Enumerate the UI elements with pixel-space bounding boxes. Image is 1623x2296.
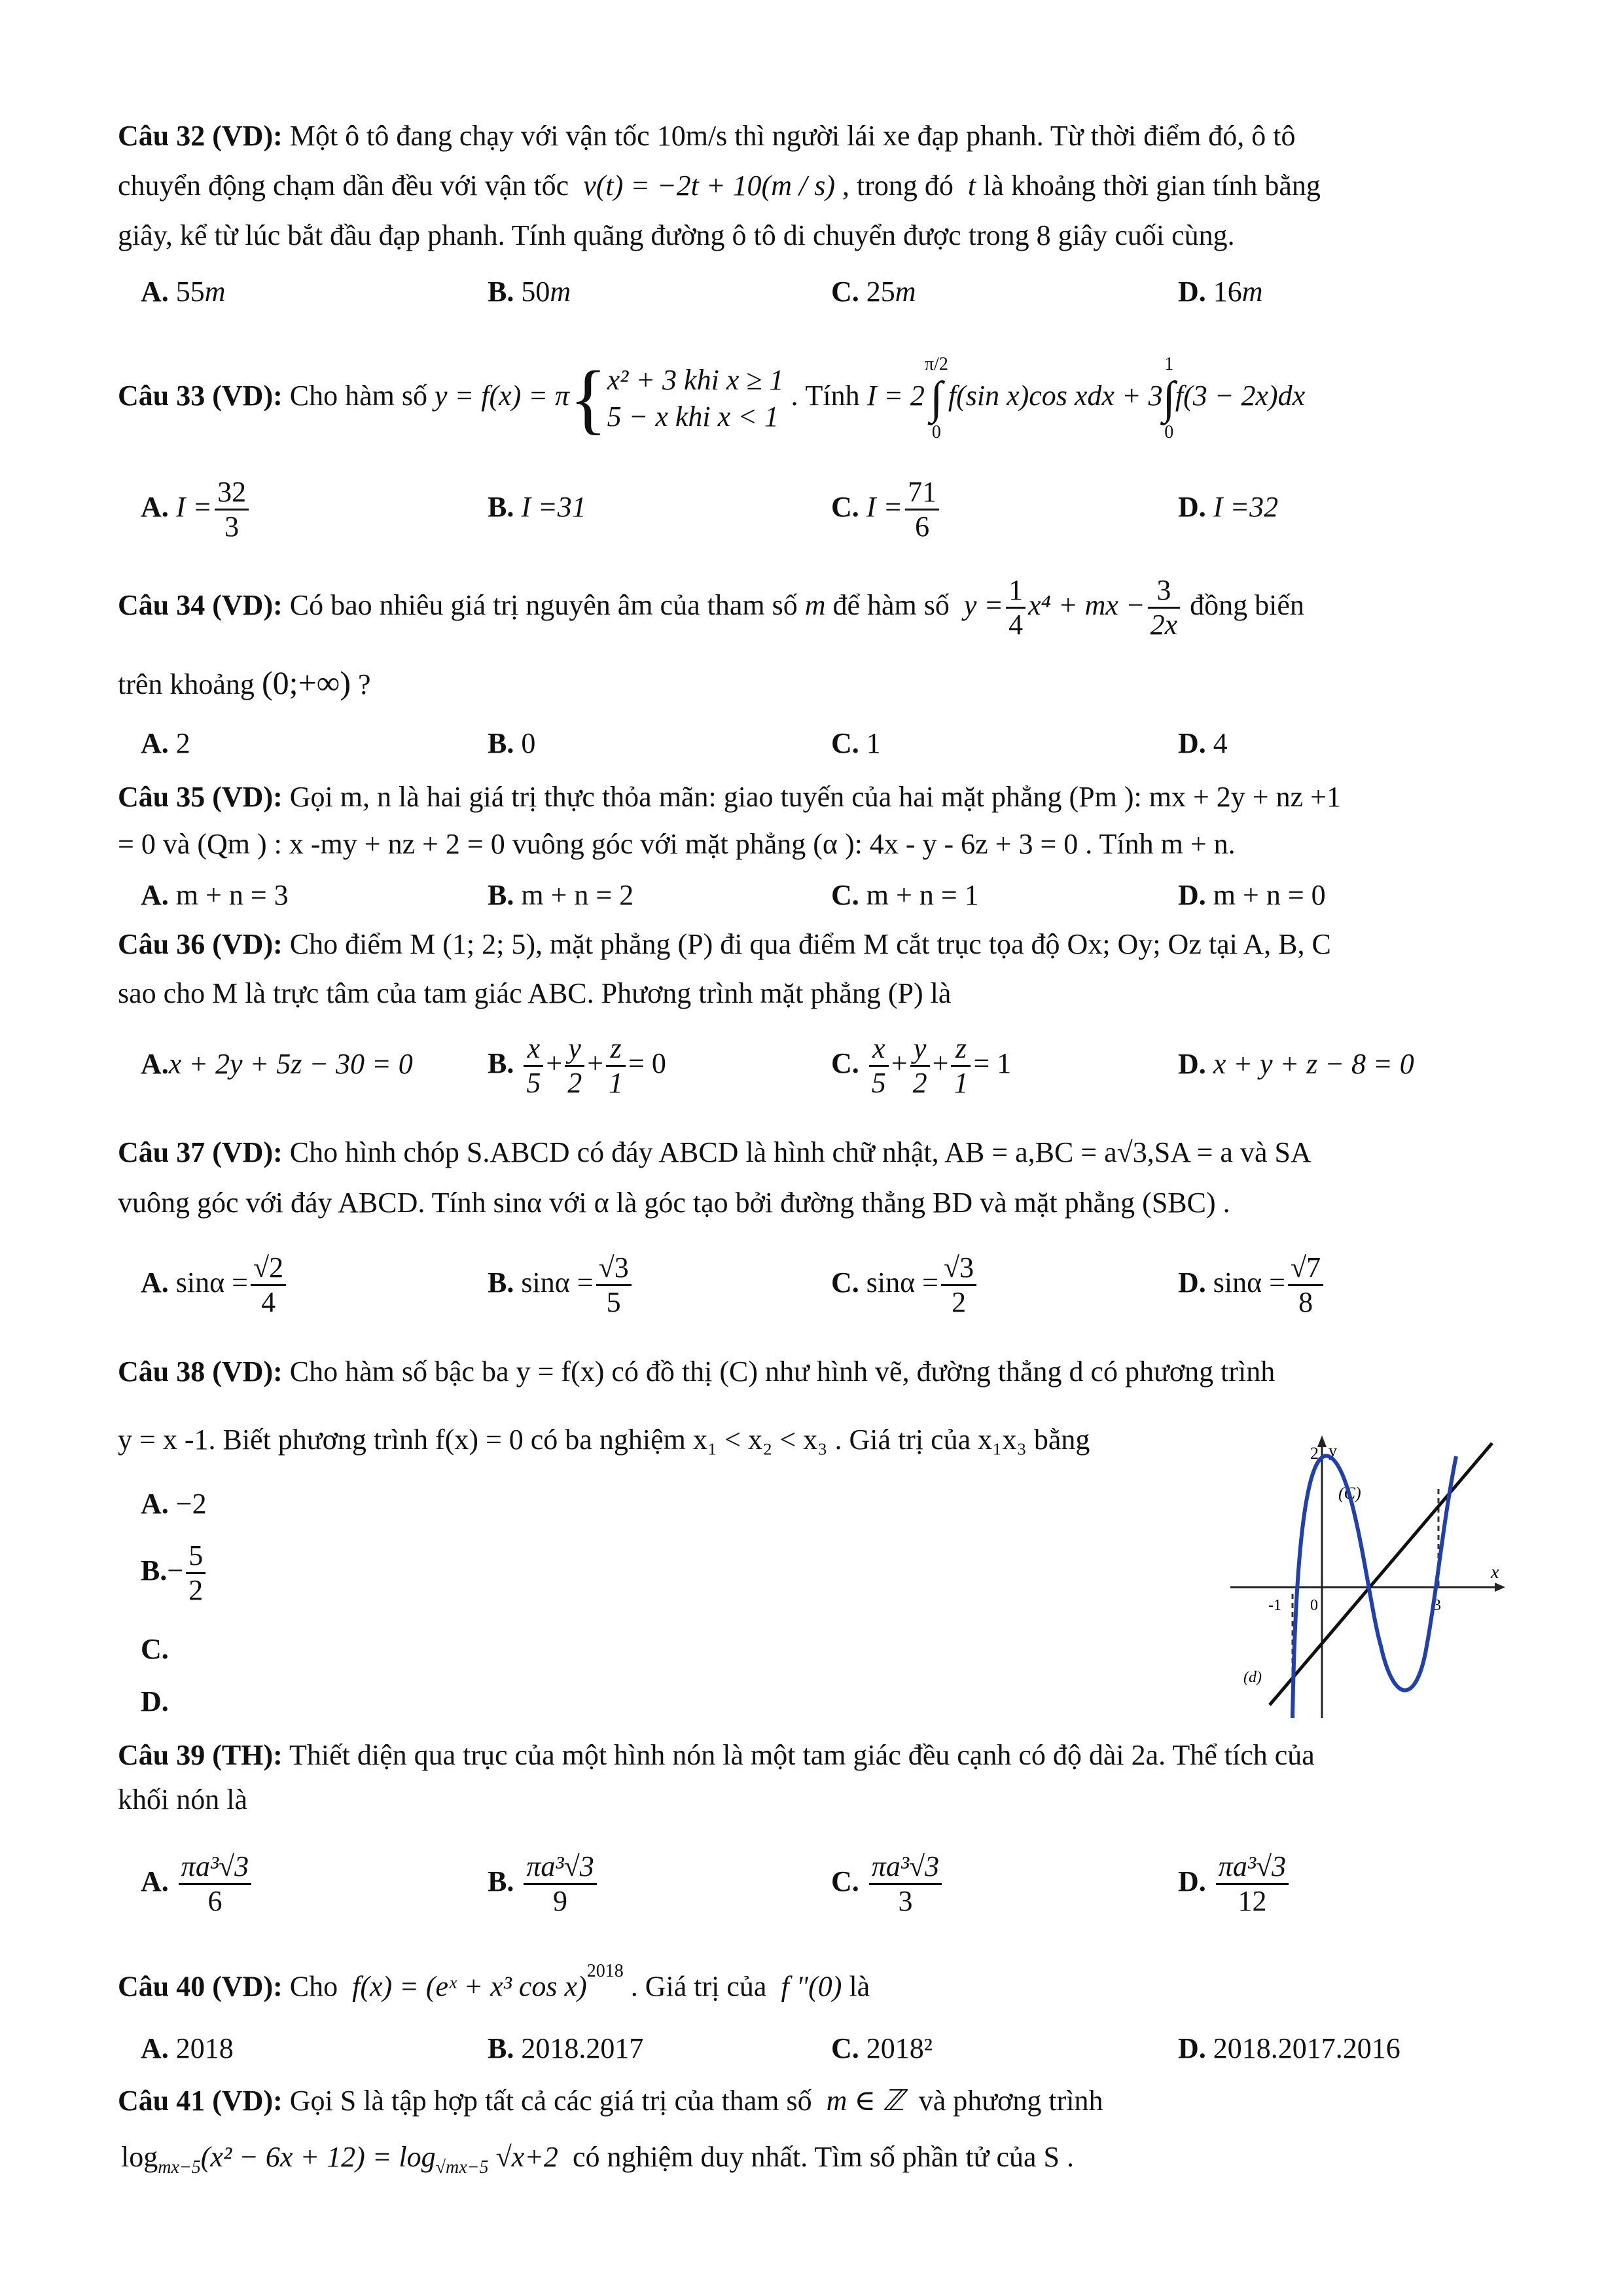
option-value: x + 2y + 5z − 30 = 0	[168, 1048, 413, 1080]
q32-text1: Một ô tô đang chạy với vận tốc 10m/s thì người lái xe đạp phanh. Từ thời điểm đó, ô tô	[289, 120, 1296, 152]
option-value: 2	[175, 727, 190, 759]
q33-integral2-lower: 0	[1164, 422, 1174, 442]
q41-log1-base: mx−5	[158, 2157, 201, 2178]
q34-formula-mid: x⁴ + mx −	[1028, 589, 1145, 621]
fraction-numerator: z	[951, 1032, 971, 1067]
option-prefix: sinα =	[175, 1266, 248, 1299]
option-value: 1	[866, 727, 881, 759]
option-letter: C.	[831, 879, 859, 911]
q38-option-d[interactable]	[141, 1683, 169, 1720]
option-prefix: sinα =	[866, 1266, 938, 1299]
q34-option-b[interactable]	[488, 725, 535, 762]
q37-text1: Cho hình chóp S.ABCD có đáy ABCD là hình chữ nhật, AB = a,BC = a√3,SA = a và SA	[289, 1136, 1311, 1168]
q34-label: Câu 34 (VD):	[118, 589, 283, 621]
q36-option-d[interactable]	[1178, 1046, 1414, 1083]
q39-option-b[interactable]	[488, 1846, 599, 1918]
option-tail: = 1	[973, 1047, 1012, 1079]
q32-option-d[interactable]	[1178, 274, 1263, 310]
q41-line2	[121, 2139, 1074, 2186]
q41-log2-arg: √x+2	[495, 2141, 558, 2173]
q37-option-d[interactable]	[1178, 1247, 1326, 1319]
fraction-y	[910, 1032, 930, 1100]
q34-interval: (0;+∞)	[261, 664, 351, 701]
fraction-denominator: 2	[952, 1286, 967, 1319]
q34-line2	[118, 664, 371, 703]
q34-option-c[interactable]	[831, 725, 881, 762]
option-letter: A.	[141, 879, 169, 911]
q34-fraction2	[1148, 574, 1181, 641]
q34-text1b: để hàm số	[832, 589, 950, 621]
q33-case2: 5 − x khi x < 1	[607, 401, 779, 433]
q33-function: y = f(x) = π	[435, 380, 570, 412]
q34-m: m	[804, 589, 826, 621]
option-letter: A.	[141, 727, 169, 759]
q41-text1a: Gọi S là tập hợp tất cả các giá trị của tham số	[289, 2085, 812, 2117]
q36-option-c[interactable]: C. $\frac{x}{5}$ + $\frac{y}{2}$ + $\frac{z}{1}$ = 1	[831, 1032, 1012, 1100]
fraction-numerator: 5	[186, 1539, 205, 1574]
option-value: m + n = 3	[175, 879, 289, 911]
q33-integral1-lower: 0	[931, 422, 941, 442]
graph-tick-2: 2	[1310, 1444, 1319, 1463]
option-letter: D.	[1178, 879, 1206, 911]
q38-label: Câu 38 (VD):	[118, 1355, 283, 1388]
option-letter: D.	[141, 1685, 169, 1717]
q41-label: Câu 41 (VD):	[118, 2085, 283, 2117]
q33-option-d[interactable]	[1178, 489, 1278, 526]
fraction-numerator: 3	[1148, 574, 1181, 609]
graph-line-label: (d)	[1243, 1669, 1262, 1686]
q33-integral2-upper: 1	[1164, 354, 1174, 374]
option-fraction	[179, 1850, 251, 1918]
q33-integral1-upper: π/2	[924, 354, 948, 374]
q33-case1: x² + 3 khi x ≥ 1	[607, 364, 784, 396]
q34-line1	[118, 569, 1304, 641]
option-fraction	[1216, 1850, 1289, 1918]
q39-text1: Thiết diện qua trục của một hình nón là một tam giác đều cạnh có độ dài 2a. Thể tích của	[289, 1739, 1315, 1771]
q33-integral-prefix: I = 2	[866, 380, 925, 412]
q40-option-b[interactable]	[488, 2030, 643, 2067]
q35-option-d[interactable]	[1178, 877, 1326, 914]
fraction-numerator: πa³√3	[524, 1850, 596, 1885]
q32-option-c[interactable]	[831, 274, 916, 310]
fraction-denominator: 6	[207, 1885, 223, 1918]
option-tail: = 0	[628, 1047, 666, 1079]
q35-option-a[interactable]	[141, 877, 289, 914]
q40-option-c[interactable]	[831, 2030, 933, 2067]
q36-text1: Cho điểm M (1; 2; 5), mặt phẳng (P) đi qua điểm M cắt trục tọa độ Ox; Oy; Oz tại A, B, C	[289, 928, 1331, 960]
option-letter: C.	[831, 2032, 859, 2064]
fraction-denominator: 3	[898, 1885, 913, 1918]
option-value: 50	[521, 276, 550, 308]
q33-integral1-body: f(sin x)cos xdx + 3	[948, 380, 1163, 412]
q41-log1-arg: (x² − 6x + 12) = log	[200, 2141, 436, 2173]
fraction-denominator: 1	[609, 1067, 624, 1100]
option-fraction	[1288, 1251, 1323, 1319]
q41-m: m ∈ ℤ	[826, 2085, 904, 2117]
option-letter: B.	[488, 1865, 514, 1897]
q37-line1	[118, 1134, 1311, 1171]
option-letter: A.	[141, 276, 169, 308]
option-value: 25	[866, 276, 895, 308]
q37-option-c[interactable]	[831, 1247, 979, 1319]
option-letter: A.	[141, 1865, 169, 1897]
fraction-numerator: 1	[1006, 574, 1026, 609]
option-unit: m	[1241, 276, 1263, 308]
q34-option-d[interactable]	[1178, 725, 1228, 762]
graph-origin: 0	[1310, 1597, 1318, 1614]
q34-text2b: ?	[357, 668, 371, 700]
fraction-x	[869, 1032, 889, 1100]
fraction-denominator: 4	[261, 1286, 276, 1319]
fraction-numerator: √3	[941, 1251, 976, 1286]
fraction-z	[606, 1032, 626, 1100]
q36-option-b[interactable]: B. $\frac{x}{5}$ + $\frac{y}{2}$ + $\frac{z}{1}$ = 0	[488, 1032, 666, 1100]
fraction-numerator: y	[565, 1032, 584, 1067]
q40-formula: f(x) = (eˣ + x³ cos x)	[352, 1970, 587, 2003]
fraction-numerator: 32	[215, 476, 249, 511]
option-letter: B.	[488, 727, 514, 759]
q39-option-c[interactable]	[831, 1846, 944, 1918]
option-letter: C.	[831, 727, 859, 759]
fraction-denominator: 8	[1298, 1286, 1313, 1319]
q39-option-a[interactable]	[141, 1846, 254, 1918]
graph-tick-3: 3	[1433, 1597, 1441, 1614]
fraction-numerator: 71	[905, 476, 939, 511]
q40-line1	[118, 1962, 870, 2005]
q35-text1: Gọi m, n là hai giá trị thực thỏa mãn: giao tuyến của hai mặt phẳng (Pm ): mx + 2y + nz +1	[289, 781, 1341, 813]
q32-line3: giây, kể từ lúc bắt đầu đạp phanh. Tính quãng đường ô tô di chuyển được trong 8 giây cuối cùng.	[118, 219, 1235, 251]
graph-y-label: y	[1329, 1441, 1337, 1460]
integral-sign-icon: ∫	[930, 373, 943, 423]
q38-option-b[interactable]	[141, 1535, 208, 1607]
q35-label: Câu 35 (VD):	[118, 781, 283, 813]
q32-line2	[118, 168, 1321, 204]
option-letter: D.	[1178, 276, 1206, 308]
fraction-numerator: πa³√3	[869, 1850, 942, 1885]
option-fraction	[215, 476, 249, 543]
option-letter: A.	[141, 1488, 169, 1520]
q33-integral2	[1163, 353, 1175, 444]
q35-option-b[interactable]	[488, 877, 633, 914]
q33-option-a[interactable]	[141, 471, 251, 543]
option-fraction	[941, 1251, 976, 1319]
option-prefix: I =	[866, 491, 903, 523]
q37-option-a[interactable]	[141, 1247, 289, 1319]
q41-text1b: và phương trình	[918, 2085, 1103, 2117]
fraction-numerator: z	[606, 1032, 626, 1067]
option-value: m + n = 0	[1213, 879, 1326, 911]
fraction-denominator: 2	[567, 1067, 582, 1100]
fraction-y	[565, 1032, 584, 1100]
fraction-numerator: √7	[1288, 1251, 1323, 1286]
fraction-numerator: x	[524, 1032, 543, 1067]
option-value: −2	[175, 1488, 207, 1520]
q41-log1: log	[121, 2141, 158, 2173]
q34-text1c: đồng biến	[1190, 589, 1304, 621]
option-letter: B.	[488, 2032, 514, 2064]
option-letter: B.	[141, 1554, 168, 1587]
option-letter: C.	[141, 1633, 169, 1665]
q36-label: Câu 36 (VD):	[118, 928, 283, 960]
q39-line2: khối nón là	[118, 1784, 247, 1816]
option-letter: A.	[141, 1266, 169, 1299]
q33-integral2-body: f(3 − 2x)dx	[1175, 380, 1306, 412]
fraction-x	[524, 1032, 543, 1100]
option-letter: A.	[141, 2032, 169, 2064]
option-fraction	[869, 1850, 942, 1918]
q40-option-d[interactable]	[1178, 2030, 1400, 2067]
option-letter: B.	[488, 491, 514, 523]
option-value: 55	[175, 276, 205, 308]
y-axis-arrow-icon	[1317, 1435, 1327, 1447]
option-letter: D.	[1178, 1865, 1206, 1897]
q41-line1	[118, 2083, 1103, 2119]
option-value: I =32	[1213, 491, 1279, 523]
option-letter: D.	[1178, 727, 1206, 759]
option-value: 0	[521, 727, 536, 759]
fraction-numerator: x	[869, 1032, 889, 1067]
q40-text2: . Giá trị của	[630, 1970, 767, 2003]
q40-text3: là	[849, 1970, 870, 2003]
q33-line1	[118, 353, 1305, 452]
option-value: 4	[1213, 727, 1228, 759]
option-letter: D.	[1178, 1266, 1206, 1299]
q35-line1	[118, 779, 1341, 816]
q34-option-a[interactable]	[141, 725, 190, 762]
fraction-numerator: y	[910, 1032, 930, 1067]
fraction-denominator: 5	[871, 1067, 886, 1100]
q34-fraction1	[1006, 574, 1026, 641]
q33-text1: Cho hàm số	[289, 380, 427, 412]
option-letter: A.	[141, 491, 169, 523]
option-value: m + n = 2	[521, 879, 634, 911]
q38-text1: Cho hàm số bậc ba y = f(x) có đồ thị (C) như hình vẽ, đường thẳng d có phương trình	[289, 1355, 1275, 1388]
q37-option-b[interactable]	[488, 1247, 634, 1319]
option-value: m + n = 1	[866, 879, 979, 911]
q34-text2: trên khoảng	[118, 668, 255, 700]
option-letter: B.	[488, 1047, 514, 1079]
q35-line2: = 0 và (Qm ) : x -my + nz + 2 = 0 vuông góc với mặt phẳng (α ): 4x - y - 6z + 3 = 0 . Tính m + n.	[118, 828, 1236, 860]
q33-option-b[interactable]	[488, 489, 586, 526]
q33-cases	[607, 362, 784, 435]
fraction-denominator: 6	[915, 511, 930, 543]
q34-formula-y: y =	[963, 589, 1004, 621]
fraction-denominator: 4	[1008, 609, 1024, 641]
q37-line2: vuông góc với đáy ABCD. Tính sinα với α là góc tạo bởi đường thẳng BD và mặt phẳng (SBC) .	[118, 1187, 1230, 1219]
option-unit: m	[204, 276, 226, 308]
fraction-denominator: 2	[188, 1574, 204, 1607]
option-letter: C.	[831, 1865, 859, 1897]
option-prefix: sinα =	[521, 1266, 594, 1299]
q40-label: Câu 40 (VD):	[118, 1970, 283, 2003]
option-fraction	[186, 1539, 205, 1607]
option-letter: D.	[1178, 1048, 1206, 1080]
option-unit: m	[550, 276, 571, 308]
option-sign: −	[167, 1554, 184, 1587]
fraction-denominator: 12	[1238, 1885, 1267, 1918]
q38-line2: y = x -1. Biết phương trình f(x) = 0 có ba nghiệm x₁ < x₂ < x₃ . Giá trị của x₁x₃ bằng	[118, 1424, 1090, 1456]
option-letter: A.	[141, 1048, 169, 1080]
q38-line1	[118, 1354, 1275, 1390]
q37-label: Câu 37 (VD):	[118, 1136, 283, 1168]
q40-option-a[interactable]	[141, 2030, 234, 2067]
q32-t: t	[967, 170, 976, 202]
q32-label: Câu 32 (VD):	[118, 120, 283, 152]
q32-option-b[interactable]	[488, 274, 571, 310]
q32-text2c: là khoảng thời gian tính bằng	[983, 170, 1321, 202]
option-unit: m	[895, 276, 916, 308]
fraction-numerator: πa³√3	[179, 1850, 251, 1885]
q32-option-a[interactable]	[141, 274, 226, 310]
q38-option-c[interactable]	[141, 1631, 169, 1668]
q32-text2b: , trong đó	[842, 170, 954, 202]
fraction-numerator: √3	[596, 1251, 632, 1286]
fraction-numerator: √2	[251, 1251, 286, 1286]
option-letter: B.	[488, 1266, 514, 1299]
fraction-denominator: 2	[912, 1067, 927, 1100]
option-letter: C.	[831, 1266, 859, 1299]
graph-x-label: x	[1491, 1562, 1499, 1583]
option-fraction	[524, 1850, 596, 1918]
q33-text2: . Tính	[791, 380, 860, 412]
option-letter: D.	[1178, 491, 1206, 523]
fraction-denominator: 5	[606, 1286, 621, 1319]
q40-text1: Cho	[289, 1970, 338, 2003]
fraction-denominator: 3	[224, 511, 240, 543]
graph-tick-neg1: -1	[1268, 1597, 1281, 1614]
q32-text2a: chuyển động chạm dần đều với vận tốc	[118, 170, 569, 202]
q33-option-c[interactable]	[831, 471, 942, 543]
q39-option-d[interactable]	[1178, 1846, 1291, 1918]
option-letter: D.	[1178, 2032, 1206, 2064]
q32-line1	[118, 118, 1295, 154]
q38-graph	[1230, 1430, 1505, 1718]
option-letter: B.	[488, 879, 514, 911]
q33-label: Câu 33 (VD):	[118, 380, 283, 412]
q40-fpp: f "(0)	[781, 1970, 842, 2003]
option-value: 2018	[175, 2032, 234, 2064]
option-letter: B.	[488, 276, 514, 308]
q36-option-a[interactable]	[141, 1046, 413, 1083]
option-value: 2018.2017	[521, 2032, 644, 2064]
integral-sign-icon: ∫	[1162, 373, 1175, 423]
q41-log2-base: √mx−5	[435, 2157, 489, 2178]
fraction-denominator: 9	[553, 1885, 568, 1918]
q40-exponent: 2018	[586, 1961, 624, 1981]
option-fraction	[596, 1251, 632, 1319]
q33-brace: {	[569, 355, 607, 442]
option-value: 16	[1213, 276, 1242, 308]
q39-line1	[118, 1737, 1315, 1774]
option-value: 2018²	[866, 2032, 933, 2064]
option-fraction	[905, 476, 939, 543]
q38-option-a[interactable]	[141, 1486, 207, 1522]
fraction-denominator: 1	[954, 1067, 969, 1100]
x-axis-arrow-icon	[1495, 1583, 1505, 1592]
option-value: 2018.2017.2016	[1213, 2032, 1400, 2064]
q39-label: Câu 39 (TH):	[118, 1739, 283, 1771]
graph-curve-label: (C)	[1338, 1484, 1361, 1503]
option-prefix: sinα =	[1213, 1266, 1285, 1299]
option-prefix: I =	[175, 491, 213, 523]
option-letter: C.	[831, 276, 859, 308]
fraction-numerator: πa³√3	[1216, 1850, 1289, 1885]
line-d	[1270, 1443, 1492, 1705]
q41-text2b: có nghiệm duy nhất. Tìm số phần tử của S .	[572, 2141, 1074, 2173]
fraction-z	[951, 1032, 971, 1100]
option-letter: C.	[831, 491, 859, 523]
option-value: I =31	[521, 491, 586, 523]
fraction-denominator: 5	[526, 1067, 541, 1100]
q36-line2: sao cho M là trực tâm của tam giác ABC. Phương trình mặt phẳng (P) là	[118, 977, 952, 1009]
option-letter: C.	[831, 1047, 859, 1079]
q33-integral1	[925, 353, 948, 444]
q34-text1a: Có bao nhiêu giá trị nguyên âm của tham số	[289, 589, 798, 621]
fraction-denominator: 2x	[1150, 609, 1178, 641]
option-value: x + y + z − 8 = 0	[1213, 1048, 1414, 1080]
q32-velocity-formula: v(t) = −2t + 10(m / s)	[583, 170, 835, 202]
option-fraction	[251, 1251, 286, 1319]
q35-option-c[interactable]	[831, 877, 979, 914]
q36-line1	[118, 926, 1331, 963]
